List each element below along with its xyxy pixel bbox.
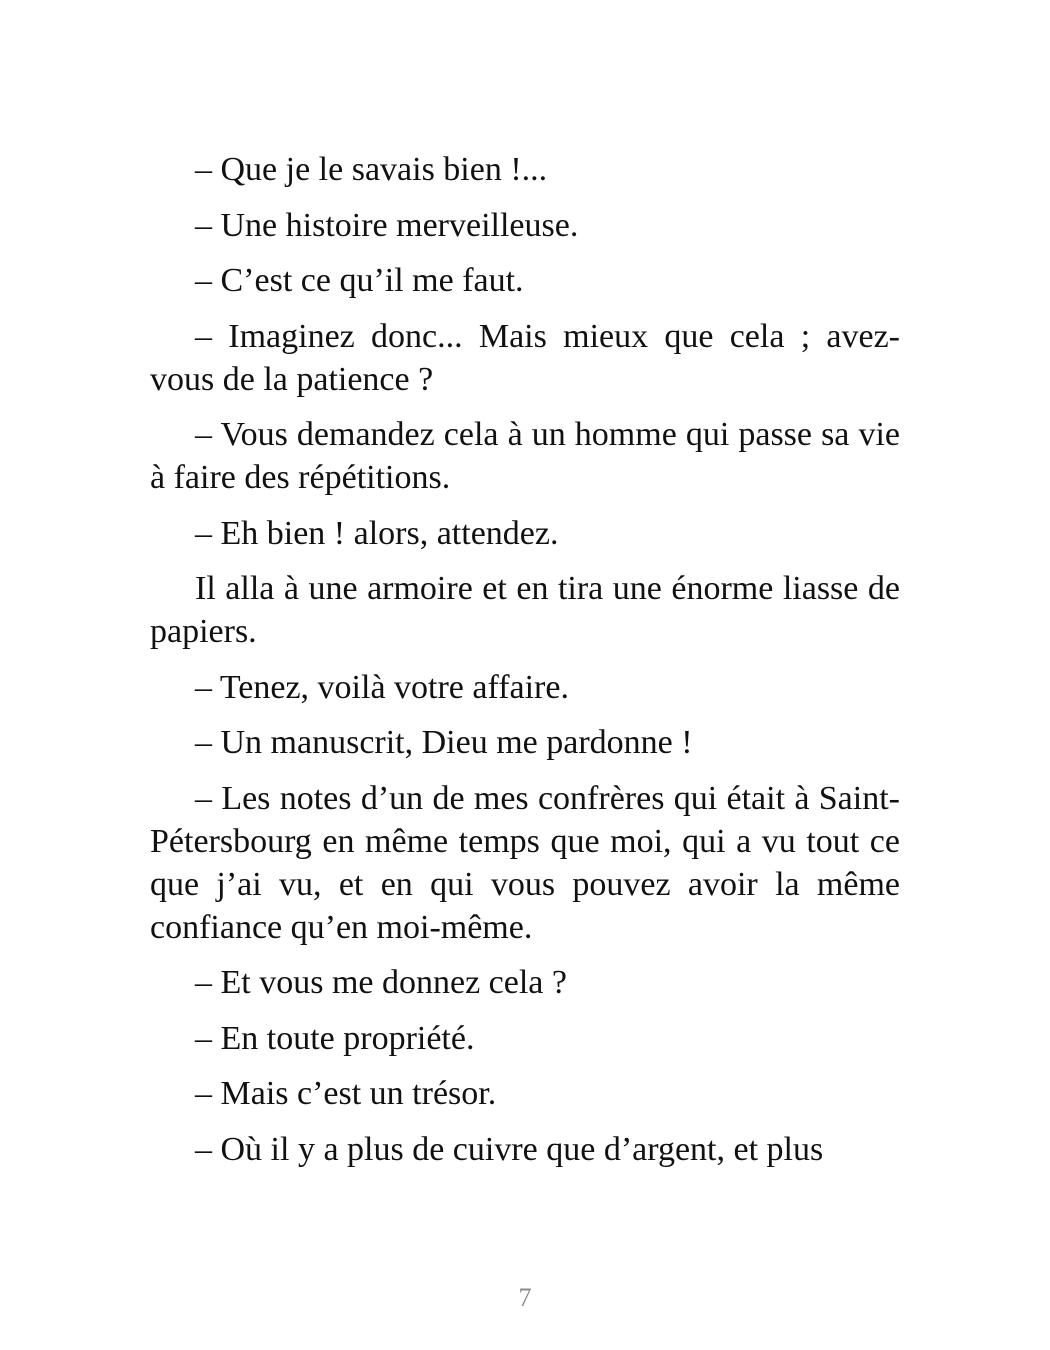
paragraph: – Imaginez donc... Mais mieux que cela ; avez-vous de la patience ? [150,317,900,398]
paragraph: – En toute propriété. [195,1019,475,1057]
paragraph: – Et vous me donnez cela ? [195,964,567,1001]
paragraph: – Mais c’est un trésor. [195,1075,497,1112]
paragraph: – Tenez, voilà votre affaire. [195,668,569,706]
paragraph: – Une histoire merveilleuse. [195,206,579,244]
paragraph: – Eh bien ! alors, attendez. [195,514,559,552]
page-body [150,148,900,1183]
paragraph: – Où il y a plus de cuivre que d’argent, et plus [195,1130,824,1168]
paragraph: – C’est ce qu’il me faut. [195,262,524,299]
paragraph: – Que je le savais bien !... [195,151,548,188]
paragraph: – Vous demandez cela à un homme qui passe sa vie à faire des répétitions. [150,416,900,496]
paragraph: – Un manuscrit, Dieu me pardonne ! [195,724,693,761]
page-number: 7 [518,1283,532,1312]
paragraph: Il alla à une armoire et en tira une énorme liasse de papiers. [150,570,900,650]
paragraph: – Les notes d’un de mes confrères qui était à Saint-Pétersbourg en même temps que moi, qui a vu tout ce que j’ai vu, et en qui vous pouvez avoir la même confiance qu’en moi-même. [150,779,900,946]
